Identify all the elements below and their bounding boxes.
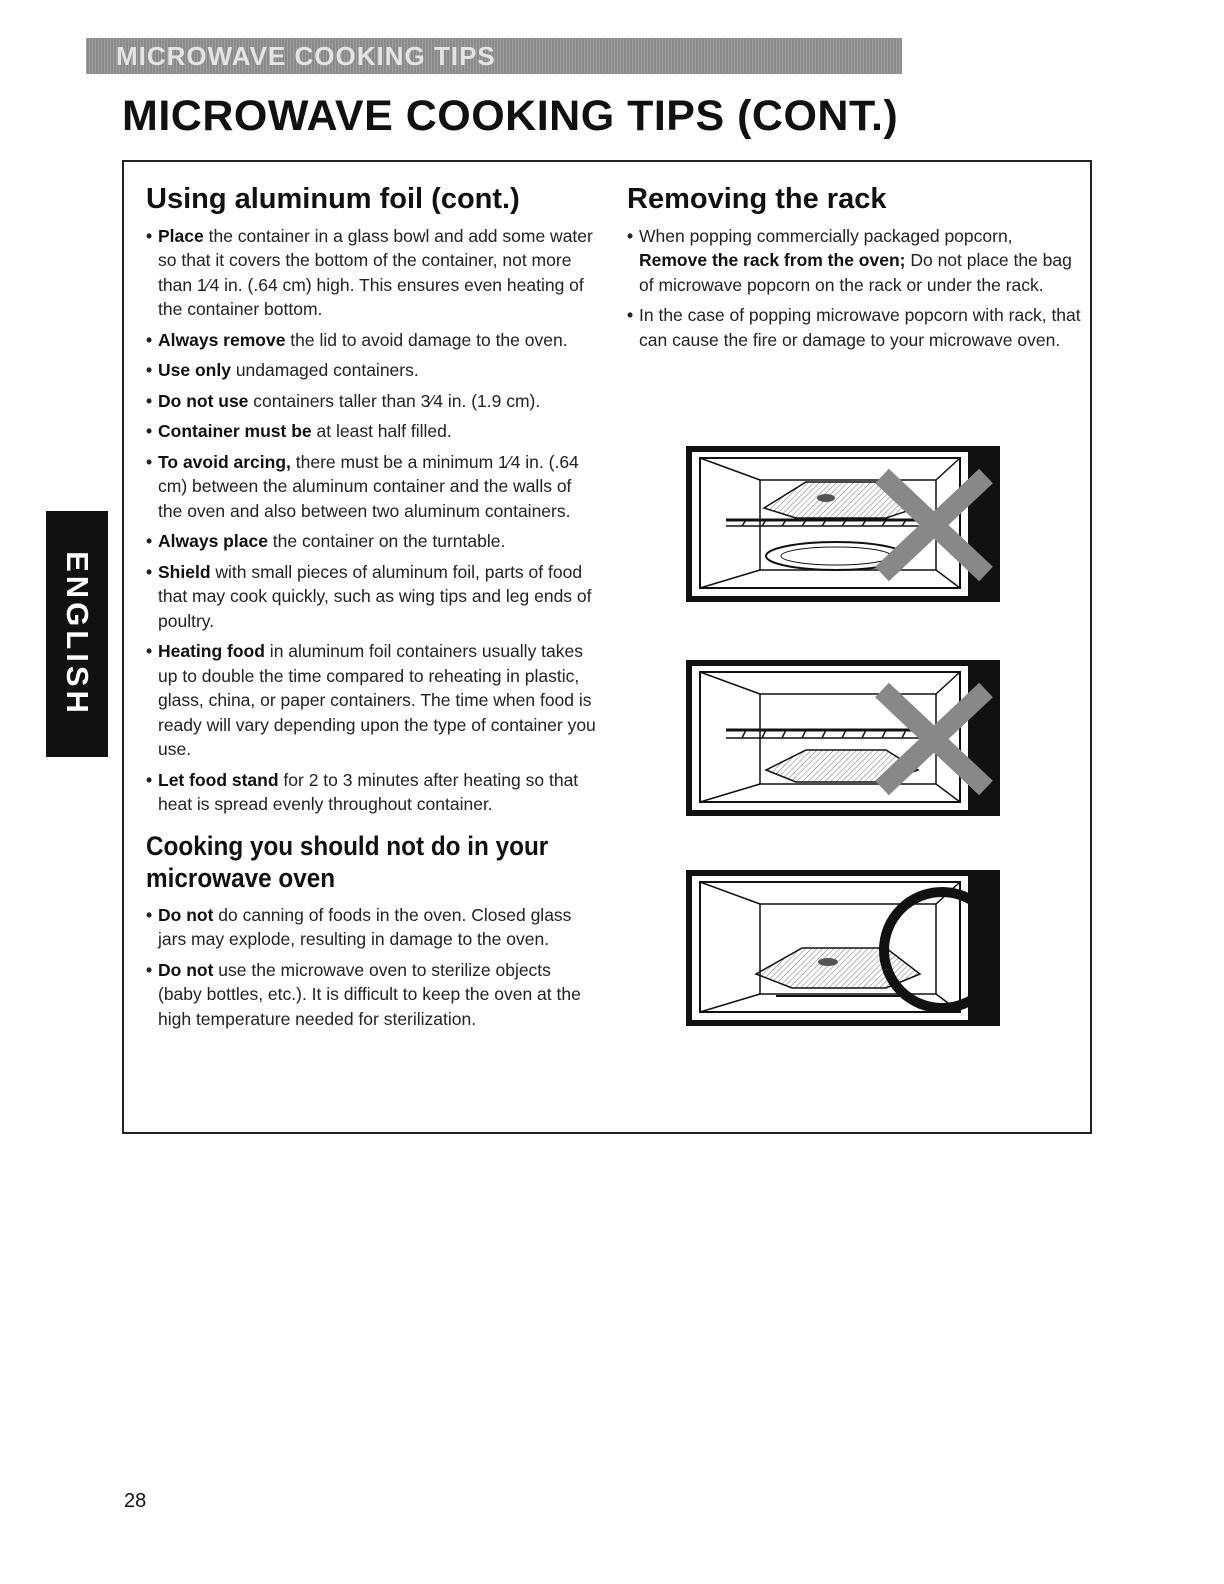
list-item: • Shield with small pieces of aluminum foil, parts of food that may cook quickly, such as wing tips and leg ends of poultry.: [146, 560, 596, 634]
list-item: • In the case of popping microwave popcorn with rack, that can cause the fire or damage to your microwave oven.: [627, 303, 1085, 352]
list-item: • Use only undamaged containers.: [146, 358, 596, 383]
list-item: • Container must be at least half filled.: [146, 419, 596, 444]
section-banner: [86, 38, 902, 74]
right-column: [627, 184, 1085, 358]
aluminum-foil-list: [146, 224, 596, 817]
page-title: MICROWAVE COOKING TIPS (CONT.): [122, 92, 899, 140]
section-not-to-do: [146, 831, 596, 1031]
popcorn-no-rack-ok-icon: [686, 870, 1000, 1026]
list-item: • Do not use containers taller than 3⁄4 in. (1.9 cm).: [146, 389, 596, 414]
list-item: • To avoid arcing, there must be a minimum 1⁄4 in. (.64 cm) between the aluminum container and the walls of the oven and also between two aluminum containers.: [146, 450, 596, 524]
list-item: • Do not do canning of foods in the oven. Closed glass jars may explode, resulting in damage to the oven.: [146, 903, 596, 952]
list-item: • Always place the container on the turntable.: [146, 529, 596, 554]
section-heading-aluminum-foil: Using aluminum foil (cont.): [146, 183, 520, 215]
language-tab-text: ENGLISH: [60, 551, 95, 717]
left-column: [146, 184, 596, 1037]
popcorn-on-rack-x-icon: [686, 446, 1000, 602]
list-item: • Do not use the microwave oven to sterilize objects (baby bottles, etc.). It is difficult to keep the oven at the high temperature needed for sterilization.: [146, 958, 596, 1032]
removing-rack-list: [627, 224, 1085, 353]
list-item: • Heating food in aluminum foil containers usually takes up to double the time compared to reheating in plastic, glass, china, or paper containers. The time when food is ready will vary depending upon the type of container you use.: [146, 639, 596, 762]
section-banner-text: MICROWAVE COOKING TIPS: [116, 41, 496, 71]
language-tab: [46, 511, 108, 757]
popcorn-under-rack-x-icon: [686, 660, 1000, 816]
page-number: 28: [124, 1490, 147, 1512]
list-item: • When popping commercially packaged popcorn, Remove the rack from the oven; Do not place the bag of microwave popcorn on the rack or under the rack.: [627, 224, 1085, 298]
not-to-do-list: [146, 903, 596, 1032]
section-heading-not-to-do: Cooking you should not do in your microwave oven: [146, 830, 549, 893]
section-heading-removing-rack: Removing the rack: [627, 183, 887, 215]
list-item: • Always remove the lid to avoid damage to the oven.: [146, 328, 596, 353]
list-item: • Place the container in a glass bowl and add some water so that it covers the bottom of the container, not more than 1⁄4 in. (.64 cm) high. This ensures even heating of the container bottom.: [146, 224, 596, 322]
list-item: • Let food stand for 2 to 3 minutes after heating so that heat is spread evenly throughout container.: [146, 768, 596, 817]
